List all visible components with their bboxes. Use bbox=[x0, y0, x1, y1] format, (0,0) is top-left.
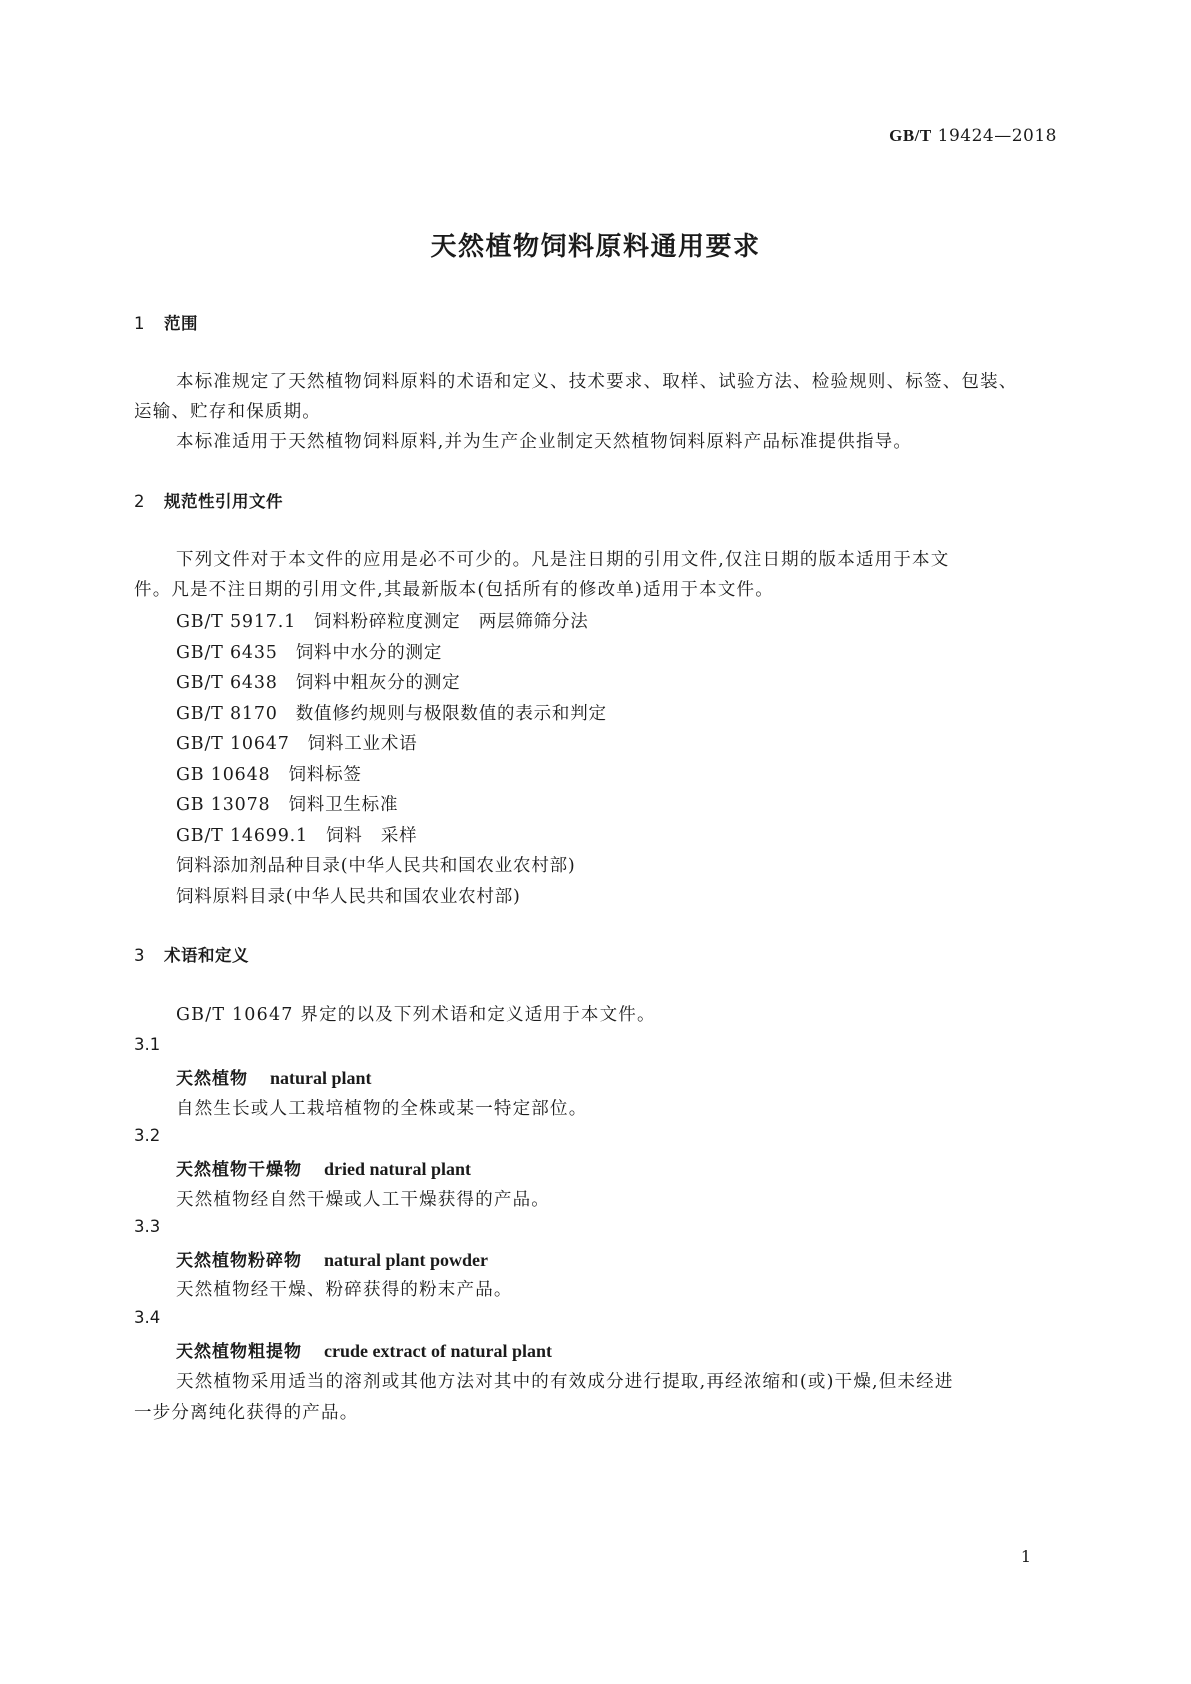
catalog-item: 饲料原料目录(中华人民共和国农业农村部) bbox=[176, 887, 521, 907]
term-zh: 天然植物粗提物 bbox=[176, 1342, 302, 1362]
reference-name: 饲料粉碎粒度测定 两层筛筛分法 bbox=[314, 612, 589, 632]
section-number: 3 bbox=[134, 946, 145, 965]
term-definition: 自然生长或人工栽培植物的全株或某一特定部位。 bbox=[176, 1099, 588, 1119]
term-number: 3.3 bbox=[134, 1217, 161, 1236]
reference-name: 饲料工业术语 bbox=[307, 734, 418, 754]
term-number: 3.2 bbox=[134, 1126, 161, 1145]
term-zh: 天然植物 bbox=[176, 1069, 248, 1089]
reference-item bbox=[176, 822, 417, 847]
section-title: 术语和定义 bbox=[164, 946, 249, 965]
section-title: 范围 bbox=[164, 314, 198, 333]
reference-code: GB 13078 bbox=[176, 795, 271, 815]
section-number: 2 bbox=[134, 492, 145, 511]
term-en: dried natural plant bbox=[324, 1159, 472, 1179]
standard-number bbox=[889, 126, 1057, 146]
reference-code: GB 10648 bbox=[176, 765, 271, 785]
term-en: crude extract of natural plant bbox=[324, 1341, 552, 1361]
standard-code: 19424—2018 bbox=[937, 126, 1057, 146]
reference-name: 饲料 采样 bbox=[325, 826, 418, 846]
reference-code: GB/T 6435 bbox=[176, 643, 278, 663]
reference-item bbox=[176, 761, 362, 786]
section-2-heading bbox=[134, 488, 283, 512]
reference-item bbox=[176, 608, 589, 633]
term-zh: 天然植物粉碎物 bbox=[176, 1251, 302, 1271]
scope-paragraph-2: 本标准适用于天然植物饲料原料,并为生产企业制定天然植物饲料原料产品标准提供指导。 bbox=[176, 432, 913, 452]
term-heading bbox=[176, 1246, 488, 1271]
term-definition-line-1: 天然植物采用适当的溶剂或其他方法对其中的有效成分进行提取,再经浓缩和(或)干燥,但未经进 bbox=[176, 1372, 954, 1392]
scope-paragraph-1-line-2: 运输、贮存和保质期。 bbox=[134, 402, 321, 422]
term-number: 3.1 bbox=[134, 1035, 161, 1054]
reference-name: 饲料中水分的测定 bbox=[295, 643, 443, 663]
reference-item bbox=[176, 669, 460, 694]
term-definition-line-2: 一步分离纯化获得的产品。 bbox=[134, 1403, 359, 1423]
reference-code: GB/T 8170 bbox=[176, 704, 278, 724]
term-zh: 天然植物干燥物 bbox=[176, 1160, 302, 1180]
references-intro-line-1: 下列文件对于本文件的应用是必不可少的。凡是注日期的引用文件,仅注日期的版本适用于本文 bbox=[176, 550, 950, 570]
term-heading bbox=[176, 1155, 471, 1180]
reference-item bbox=[176, 700, 607, 725]
reference-name: 饲料卫生标准 bbox=[288, 795, 399, 815]
page-number: 1 bbox=[1020, 1547, 1031, 1566]
section-number: 1 bbox=[134, 314, 145, 333]
section-title: 规范性引用文件 bbox=[164, 492, 283, 511]
reference-code: GB/T 14699.1 bbox=[176, 826, 308, 846]
section-3-heading bbox=[134, 942, 249, 966]
term-en: natural plant powder bbox=[324, 1250, 489, 1270]
section-1-heading bbox=[134, 310, 198, 334]
term-heading bbox=[176, 1337, 552, 1362]
reference-item bbox=[176, 639, 442, 664]
document-title: 天然植物饲料原料通用要求 bbox=[430, 232, 761, 262]
reference-item bbox=[176, 791, 398, 816]
term-definition: 天然植物经自然干燥或人工干燥获得的产品。 bbox=[176, 1190, 550, 1210]
terms-intro: GB/T 10647 界定的以及下列术语和定义适用于本文件。 bbox=[176, 1005, 656, 1025]
term-definition: 天然植物经干燥、粉碎获得的粉末产品。 bbox=[176, 1280, 513, 1300]
references-intro-line-2: 件。凡是不注日期的引用文件,其最新版本(包括所有的修改单)适用于本文件。 bbox=[134, 580, 774, 600]
term-number: 3.4 bbox=[134, 1308, 161, 1327]
reference-code: GB/T 10647 bbox=[176, 734, 290, 754]
reference-name: 饲料中粗灰分的测定 bbox=[295, 673, 461, 693]
scope-paragraph-1-line-1: 本标准规定了天然植物饲料原料的术语和定义、技术要求、取样、试验方法、检验规则、标签、包装、 bbox=[176, 372, 1018, 392]
term-en: natural plant bbox=[270, 1068, 372, 1088]
standard-prefix: GB/T bbox=[889, 126, 932, 145]
reference-code: GB/T 6438 bbox=[176, 673, 278, 693]
catalog-item: 饲料添加剂品种目录(中华人民共和国农业农村部) bbox=[176, 856, 576, 876]
reference-name: 数值修约规则与极限数值的表示和判定 bbox=[295, 704, 607, 724]
reference-item bbox=[176, 730, 417, 755]
reference-code: GB/T 5917.1 bbox=[176, 612, 297, 632]
reference-name: 饲料标签 bbox=[288, 765, 362, 785]
term-heading bbox=[176, 1064, 372, 1089]
